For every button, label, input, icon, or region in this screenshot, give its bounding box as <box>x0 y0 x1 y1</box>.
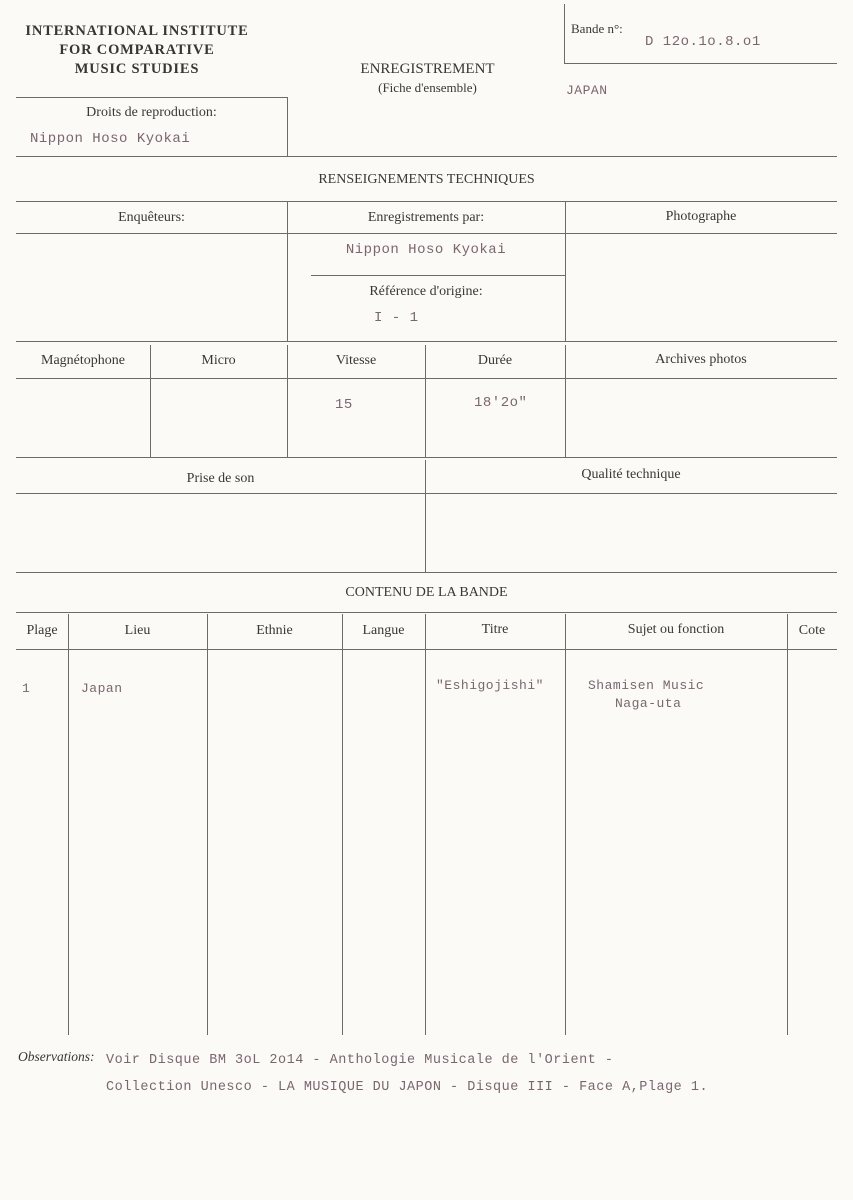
column-header-langue: Langue <box>362 623 405 638</box>
row2-col-divider-1 <box>150 345 151 457</box>
column-header-titre: Titre <box>481 622 509 637</box>
technical-row3-header-line <box>16 493 837 494</box>
technical-col-divider-1 <box>287 201 288 341</box>
observations-line1: Voir Disque BM 3oL 2o14 - Anthologie Musicale de l'Orient - <box>106 1053 614 1068</box>
bande-number: D 12o.1o.8.o1 <box>645 34 761 50</box>
row-1-titre: "Eshigojishi" <box>436 678 544 693</box>
row2-col-divider-3 <box>425 345 426 457</box>
form-subtitle: (Fiche d'ensemble) <box>378 80 477 95</box>
qualite-label: Qualité technique <box>581 467 681 482</box>
rights-label: Droits de reproduction: <box>86 105 217 120</box>
bande-box-bottom-border <box>564 63 837 64</box>
content-col-divider-2 <box>207 614 208 1035</box>
enregistrements-label: Enregistrements par: <box>367 210 485 225</box>
institute-name-line2: FOR COMPARATIVE <box>59 42 215 58</box>
duree-value: 18'2o" <box>474 395 528 411</box>
prise-label: Prise de son <box>186 471 255 486</box>
reference-value: I - 1 <box>374 310 419 326</box>
row-1-plage: 1 <box>22 681 31 696</box>
technical-middle-line <box>16 341 837 342</box>
column-header-ethnie: Ethnie <box>256 623 293 638</box>
column-header-sujet: Sujet ou fonction <box>627 622 725 637</box>
rights-right-line <box>287 97 288 156</box>
column-header-cote: Cote <box>798 623 826 638</box>
country-value: JAPAN <box>566 83 608 98</box>
magnetophone-label: Magnétophone <box>41 353 125 368</box>
row-1-sujet-line2: Naga-uta <box>615 696 682 711</box>
technical-header-line <box>16 233 837 234</box>
technical-bottom-line <box>16 572 837 573</box>
rights-value: Nippon Hoso Kyokai <box>30 131 191 147</box>
archives-label: Archives photos <box>655 352 747 367</box>
technical-row2-header-line <box>16 378 837 379</box>
observations-line2: Collection Unesco - LA MUSIQUE DU JAPON - Disque III - Face A,Plage 1. <box>106 1080 709 1095</box>
rights-top-line <box>16 97 287 98</box>
enregistrements-value: Nippon Hoso Kyokai <box>345 242 507 258</box>
content-col-divider-5 <box>565 614 566 1035</box>
content-section-title: CONTENU DE LA BANDE <box>345 585 508 600</box>
row-1-sujet-line1: Shamisen Music <box>588 678 705 693</box>
reference-label: Référence d'origine: <box>369 284 483 299</box>
technical-row2-bottom-line <box>16 457 837 458</box>
content-col-divider-4 <box>425 614 426 1035</box>
column-header-plage: Plage <box>26 623 58 638</box>
content-col-divider-1 <box>68 614 69 1035</box>
institute-name-line3: MUSIC STUDIES <box>74 61 200 77</box>
micro-label: Micro <box>201 353 236 368</box>
form-title: ENREGISTREMENT <box>360 61 495 77</box>
row3-col-divider <box>425 460 426 572</box>
observations-label: Observations: <box>18 1049 95 1064</box>
content-col-divider-3 <box>342 614 343 1035</box>
rights-bottom-line <box>16 156 837 157</box>
institute-name-line1: INTERNATIONAL INSTITUTE <box>25 23 249 39</box>
photographe-label: Photographe <box>665 209 737 224</box>
vitesse-value: 15 <box>335 397 353 413</box>
row2-col-divider-4 <box>565 345 566 457</box>
bande-box-left-border <box>564 4 565 64</box>
content-col-divider-6 <box>787 614 788 1035</box>
enqueteurs-label: Enquêteurs: <box>118 210 185 225</box>
row2-col-divider-2 <box>287 345 288 457</box>
reference-separator <box>311 275 565 276</box>
column-header-lieu: Lieu <box>124 623 151 638</box>
vitesse-label: Vitesse <box>335 353 377 368</box>
content-top-line <box>16 612 837 613</box>
technical-top-line <box>16 201 837 202</box>
bande-label: Bande n°: <box>571 21 623 36</box>
content-header-line <box>16 649 837 650</box>
technical-col-divider-2 <box>565 201 566 341</box>
duree-label: Durée <box>477 353 513 368</box>
row-1-lieu: Japan <box>81 681 123 696</box>
technical-section-title: RENSEIGNEMENTS TECHNIQUES <box>318 172 535 187</box>
